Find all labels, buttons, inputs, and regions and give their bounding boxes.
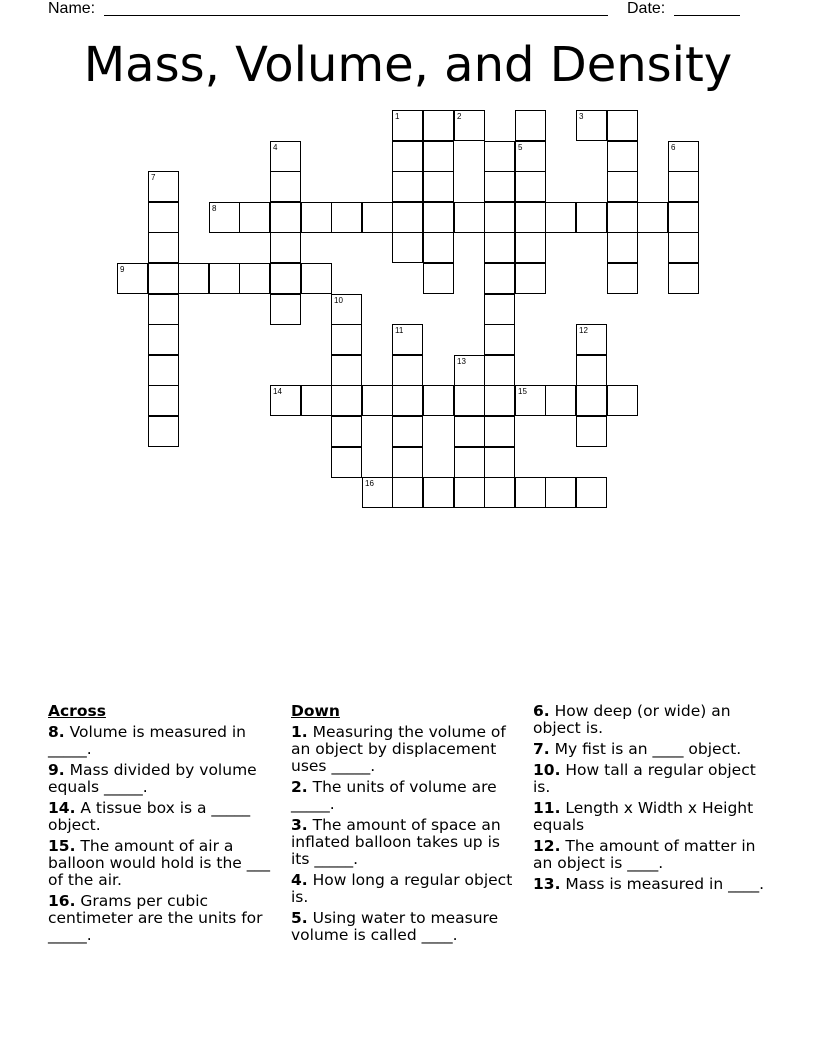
crossword-cell[interactable] — [576, 416, 607, 447]
clue-number-label: 11 — [395, 326, 404, 335]
crossword-cell[interactable] — [515, 232, 546, 263]
clue-number-label: 8 — [212, 204, 217, 213]
page-title: Mass, Volume, and Density — [83, 37, 733, 93]
clue-number-label: 4 — [273, 143, 278, 152]
clue-number: 7. — [533, 740, 550, 758]
down-clue — [291, 779, 519, 813]
crossword-cell[interactable] — [392, 355, 423, 386]
crossword-cell[interactable] — [484, 385, 515, 416]
crossword-cell[interactable] — [423, 141, 454, 172]
crossword-cell[interactable] — [362, 202, 393, 233]
crossword-cell[interactable] — [301, 202, 332, 233]
crossword-cell[interactable] — [270, 294, 301, 325]
crossword-cell[interactable] — [454, 447, 485, 478]
clue-number-label: 7 — [151, 173, 156, 182]
down-clue — [533, 838, 773, 872]
crossword-cell[interactable] — [576, 324, 607, 355]
clue-number-label: 10 — [334, 296, 343, 305]
crossword-cell[interactable] — [148, 385, 179, 416]
crossword-cell[interactable] — [209, 202, 240, 233]
crossword-cell[interactable] — [392, 232, 423, 263]
crossword-cell[interactable] — [454, 477, 485, 508]
clue-number-label: 15 — [518, 387, 527, 396]
clue-text: How deep (or wide) an object is. — [533, 702, 731, 737]
across-clue — [48, 838, 278, 889]
clue-text: How tall a regular object is. — [533, 761, 756, 796]
crossword-cell[interactable] — [331, 355, 362, 386]
crossword-cell[interactable] — [362, 385, 393, 416]
down-clue — [291, 724, 519, 775]
clue-number-label: 9 — [120, 265, 125, 274]
crossword-cell[interactable] — [148, 263, 179, 294]
crossword-cell[interactable] — [576, 385, 607, 416]
crossword-cell[interactable] — [270, 141, 301, 172]
name-label: Name: — [48, 0, 96, 17]
clue-number-label: 2 — [457, 112, 462, 121]
crossword-cell[interactable] — [392, 141, 423, 172]
crossword-cell[interactable] — [392, 324, 423, 355]
down-clue — [291, 910, 519, 944]
clue-text: Length x Width x Height equals — [533, 799, 754, 834]
crossword-cell[interactable] — [392, 171, 423, 202]
crossword-cell[interactable] — [301, 263, 332, 294]
clue-number-label: 14 — [273, 387, 282, 396]
header — [0, 0, 816, 20]
clue-number: 15. — [48, 837, 76, 855]
crossword-cell[interactable] — [668, 232, 699, 263]
clue-number-label: 16 — [365, 479, 374, 488]
crossword-cell[interactable] — [607, 171, 638, 202]
date-label: Date: — [627, 0, 666, 17]
crossword-cell[interactable] — [331, 324, 362, 355]
crossword-cell[interactable] — [392, 202, 423, 233]
down-column — [291, 703, 519, 948]
clue-text: Mass divided by volume equals _____. — [48, 761, 257, 796]
across-heading: Across — [48, 702, 106, 720]
crossword-cell[interactable] — [607, 141, 638, 172]
crossword-cell[interactable] — [607, 202, 638, 233]
crossword-cell[interactable] — [545, 385, 576, 416]
name-blank-line[interactable] — [104, 15, 608, 16]
clue-number: 13. — [533, 875, 561, 893]
crossword-cell[interactable] — [148, 416, 179, 447]
crossword-cell[interactable] — [607, 385, 638, 416]
down-clue — [291, 872, 519, 906]
clue-number-label: 13 — [457, 357, 466, 366]
crossword-cell[interactable] — [270, 263, 301, 294]
crossword-cell[interactable] — [484, 477, 515, 508]
crossword-cell[interactable] — [301, 385, 332, 416]
crossword-cell[interactable] — [270, 202, 301, 233]
crossword-cell[interactable] — [392, 385, 423, 416]
crossword-cell[interactable] — [331, 385, 362, 416]
down-clue — [533, 876, 773, 893]
crossword-cell[interactable] — [454, 110, 485, 141]
down-clue — [533, 703, 773, 737]
crossword-cell[interactable] — [484, 263, 515, 294]
crossword-cell[interactable] — [423, 110, 454, 141]
clue-number: 2. — [291, 778, 308, 796]
crossword-cell[interactable] — [331, 294, 362, 325]
crossword-cell[interactable] — [484, 232, 515, 263]
crossword-cell[interactable] — [148, 355, 179, 386]
crossword-cell[interactable] — [668, 171, 699, 202]
clue-number: 8. — [48, 723, 65, 741]
crossword-cell[interactable] — [668, 202, 699, 233]
clue-text: Volume is measured in _____. — [48, 723, 247, 758]
crossword-cell[interactable] — [668, 263, 699, 294]
crossword-cell[interactable] — [637, 202, 668, 233]
crossword-cell[interactable] — [607, 263, 638, 294]
crossword-cell[interactable] — [484, 447, 515, 478]
crossword-cell[interactable] — [515, 110, 546, 141]
crossword-cell[interactable] — [362, 477, 393, 508]
clue-number: 3. — [291, 816, 308, 834]
clue-number: 5. — [291, 909, 308, 927]
clue-text: Grams per cubic centimeter are the units for _____. — [48, 892, 263, 944]
clue-number: 11. — [533, 799, 561, 817]
crossword-cell[interactable] — [484, 355, 515, 386]
clue-text: The amount of space an inflated balloon takes up is its _____. — [291, 816, 501, 868]
across-clue — [48, 800, 278, 834]
clue-text: My fist is an ____ object. — [554, 740, 742, 758]
crossword-cell[interactable] — [515, 171, 546, 202]
across-clue — [48, 724, 278, 758]
crossword-cell[interactable] — [515, 477, 546, 508]
crossword-cell[interactable] — [270, 385, 301, 416]
crossword-cell[interactable] — [270, 232, 301, 263]
crossword-cell[interactable] — [454, 416, 485, 447]
crossword-cell[interactable] — [392, 416, 423, 447]
crossword-cell[interactable] — [148, 171, 179, 202]
clue-number: 6. — [533, 702, 550, 720]
down-clue — [533, 762, 773, 796]
crossword-cell[interactable] — [423, 202, 454, 233]
date-blank-line[interactable] — [674, 15, 740, 16]
crossword-cell[interactable] — [484, 416, 515, 447]
crossword-cell[interactable] — [668, 141, 699, 172]
crossword-cell[interactable] — [331, 202, 362, 233]
crossword-cell[interactable] — [423, 477, 454, 508]
crossword-cell[interactable] — [454, 202, 485, 233]
crossword-cell[interactable] — [423, 385, 454, 416]
crossword-cell[interactable] — [239, 263, 270, 294]
clue-number: 9. — [48, 761, 65, 779]
clue-number: 1. — [291, 723, 308, 741]
crossword-cell[interactable] — [545, 202, 576, 233]
crossword-cell[interactable] — [484, 141, 515, 172]
clue-number: 12. — [533, 837, 561, 855]
crossword-cell[interactable] — [423, 232, 454, 263]
crossword-cell[interactable] — [148, 202, 179, 233]
across-column — [48, 703, 278, 948]
crossword-cell[interactable] — [484, 324, 515, 355]
crossword-cell[interactable] — [117, 263, 148, 294]
clue-number: 16. — [48, 892, 76, 910]
crossword-cell[interactable] — [454, 385, 485, 416]
clue-number-label: 1 — [395, 112, 400, 121]
crossword-cell[interactable] — [515, 385, 546, 416]
clue-text: A tissue box is a _____ object. — [48, 799, 251, 834]
clue-text: Using water to measure volume is called ____. — [291, 909, 499, 944]
across-clue — [48, 762, 278, 796]
crossword-cell[interactable] — [392, 477, 423, 508]
across-clue — [48, 893, 278, 944]
crossword-cell[interactable] — [576, 110, 607, 141]
down-heading: Down — [291, 702, 340, 720]
crossword-cell[interactable] — [607, 110, 638, 141]
crossword-cell[interactable] — [545, 477, 576, 508]
crossword-cell[interactable] — [148, 294, 179, 325]
crossword-cell[interactable] — [607, 232, 638, 263]
crossword-cell[interactable] — [515, 263, 546, 294]
crossword-cell[interactable] — [576, 202, 607, 233]
crossword-cell[interactable] — [209, 263, 240, 294]
down-clue — [533, 741, 773, 758]
crossword-cell[interactable] — [392, 110, 423, 141]
crossword-cell[interactable] — [423, 171, 454, 202]
clue-number-label: 12 — [579, 326, 588, 335]
clue-number-label: 5 — [518, 143, 523, 152]
down-clue — [291, 817, 519, 868]
crossword-cell[interactable] — [515, 141, 546, 172]
crossword-cell[interactable] — [178, 263, 209, 294]
crossword-cell[interactable] — [270, 171, 301, 202]
clue-text: The amount of air a balloon would hold is the ___ of the air. — [48, 837, 271, 889]
crossword-cell[interactable] — [239, 202, 270, 233]
crossword-cell[interactable] — [484, 202, 515, 233]
crossword-cell[interactable] — [484, 294, 515, 325]
crossword-cell[interactable] — [423, 263, 454, 294]
crossword-cell[interactable] — [331, 416, 362, 447]
crossword-cell[interactable] — [392, 447, 423, 478]
crossword-cell[interactable] — [576, 477, 607, 508]
clue-number-label: 3 — [579, 112, 584, 121]
crossword-cell[interactable] — [331, 447, 362, 478]
clue-text: Mass is measured in ____. — [565, 875, 765, 893]
clue-text: The amount of matter in an object is ____. — [533, 837, 756, 872]
clue-text: Measuring the volume of an object by displacement uses _____. — [291, 723, 506, 775]
crossword-cell[interactable] — [515, 202, 546, 233]
crossword-cell[interactable] — [576, 355, 607, 386]
clue-number: 14. — [48, 799, 76, 817]
crossword-cell[interactable] — [484, 171, 515, 202]
crossword-cell[interactable] — [148, 324, 179, 355]
crossword-cell[interactable] — [148, 232, 179, 263]
clue-number-label: 6 — [671, 143, 676, 152]
down-clue — [533, 800, 773, 834]
clue-number: 4. — [291, 871, 308, 889]
clue-text: How long a regular object is. — [291, 871, 513, 906]
clue-number: 10. — [533, 761, 561, 779]
crossword-cell[interactable] — [454, 355, 485, 386]
down-column-continued — [533, 703, 773, 897]
clue-text: The units of volume are _____. — [291, 778, 497, 813]
